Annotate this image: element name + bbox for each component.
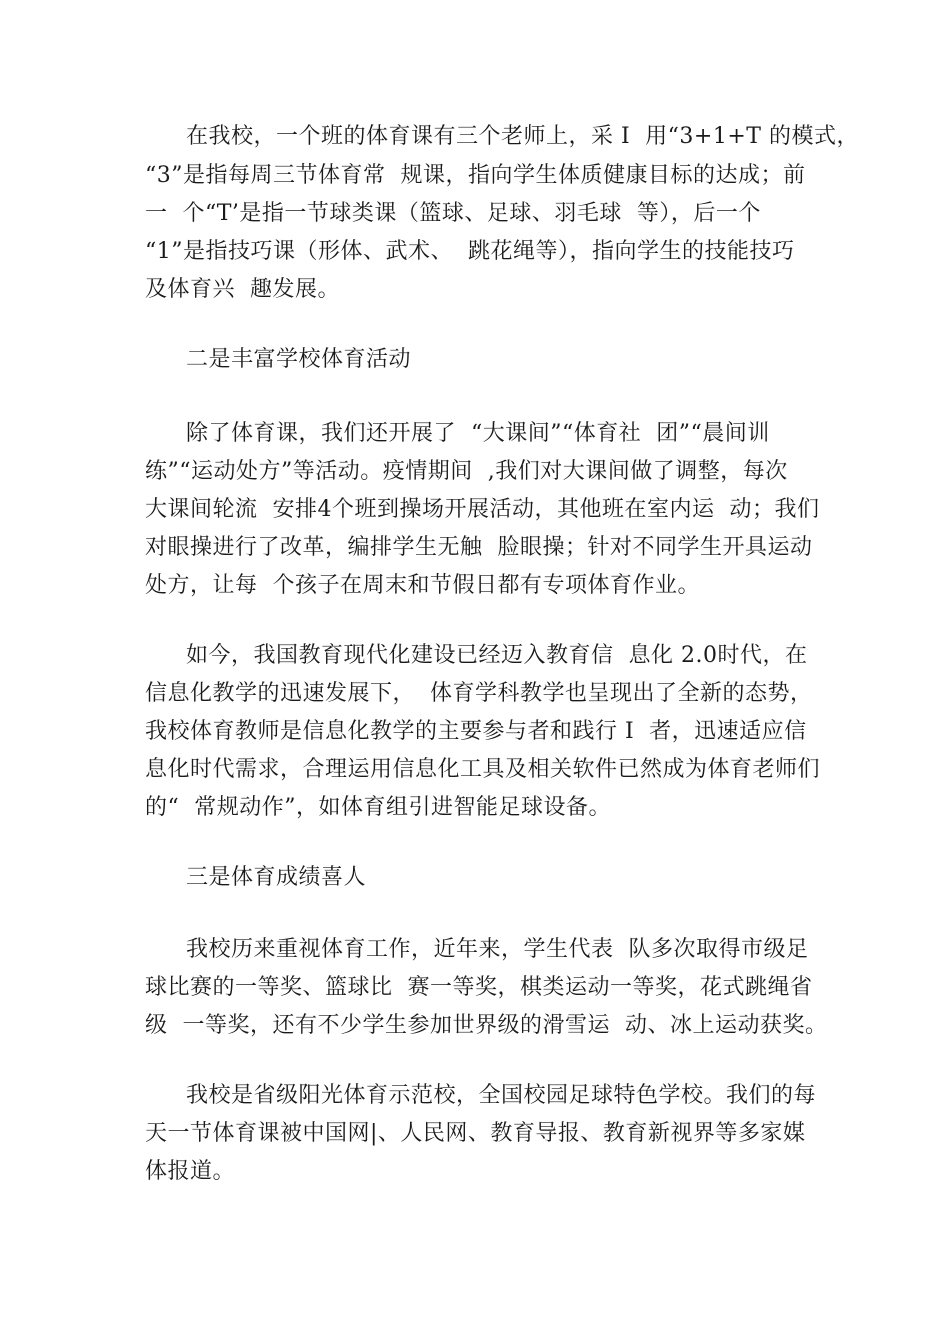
text-line: 我校历来重视体育工作，近年来，学生代表 队多次取得市级足: [186, 937, 809, 962]
text-line: “3”是指每周三节体育常 规课，指向学生体质健康目标的达成；前: [145, 163, 806, 188]
text-line: 息化时代需求，合理运用信息化工具及相关软件已然成为体育老师们: [145, 757, 821, 782]
section-heading-achievements: 三是体育成绩喜人: [186, 865, 367, 890]
text-line: 对眼操进行了改革，编排学生无触 脸眼操；针对不同学生开具运动: [145, 535, 813, 560]
text-line: 及体育兴 趣发展。: [145, 277, 340, 302]
text-line: 信息化教学的迅速发展下， 体育学科教学也呈现出了全新的态势，: [145, 681, 813, 706]
text-line: 练”“运动处方”等活动。疫情期间 ,我们对大课间做了调整，每次: [145, 459, 788, 484]
text-line: 大课间轮流 安排4个班到操场开展活动，其他班在室内运 动；我们: [145, 497, 820, 522]
text-line: 级 一等奖，还有不少学生参加世界级的滑雪运 动、冰上运动获奖。: [145, 1013, 828, 1038]
text-line: 我校是省级阳光体育示范校，全国校园足球特色学校。我们的每: [186, 1083, 817, 1108]
text-line: 一 个“T’是指一节球类课（篮球、足球、羽毛球 等），后一个: [145, 201, 761, 226]
text-line: 处方，让每 个孩子在周末和节假日都有专项体育作业。: [145, 573, 700, 598]
text-line: 除了体育课，我们还开展了 “大课间”“体育社 团”“晨间训: [186, 421, 770, 446]
text-line: 体报道。: [145, 1159, 236, 1184]
section-heading-activities: 二是丰富学校体育活动: [186, 347, 412, 372]
text-line: 在我校，一个班的体育课有三个老师上，采 I 用“3+1+T 的模式，: [186, 124, 859, 149]
text-line: 球比赛的一等奖、篮球比 赛一等奖，棋类运动一等奖，花式跳绳省: [145, 975, 813, 1000]
text-line: 天一节体育课被中国网|、人民网、教育导报、教育新视界等多家媒: [145, 1121, 806, 1146]
text-line: 的“ 常规动作”，如体育组引进智能足球设备。: [145, 795, 611, 820]
text-line: 如今，我国教育现代化建设已经迈入教育信 息化 2.0时代，在: [186, 643, 808, 668]
text-line: 我校体育教师是信息化教学的主要参与者和践行 I 者，迅速适应信: [145, 719, 807, 744]
text-line: “1”是指技巧课（形体、武术、 跳花绳等），指向学生的技能技巧: [145, 239, 795, 264]
